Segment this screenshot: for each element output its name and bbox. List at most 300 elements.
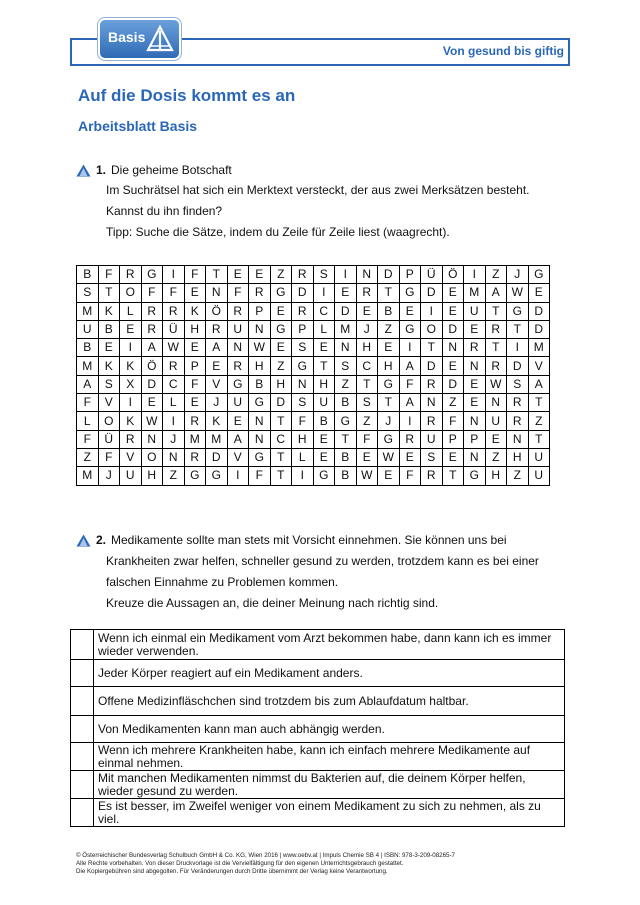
grid-row	[77, 430, 550, 448]
grid-cell: P	[292, 320, 314, 338]
grid-cell: G	[227, 375, 249, 393]
grid-cell: F	[184, 375, 206, 393]
grid-cell: G	[249, 448, 271, 466]
grid-cell: I	[163, 412, 185, 430]
task2-title: Medikamente sollte man stets mit Vorsicht einnehmen. Sie können uns bei	[111, 533, 507, 547]
grid-cell: E	[356, 448, 378, 466]
grid-cell: G	[270, 284, 292, 302]
grid-row	[77, 467, 550, 485]
grid-cell: N	[335, 339, 357, 357]
grid-cell: Ö	[141, 357, 163, 375]
footer-line: © Österreichischer Bundesverlag Schulbuch GmbH & Co. KG, Wien 2016 | www.oebv.at | Impuls Chemie SB 4 | ISBN: 978-3-209-08265-7	[76, 852, 455, 859]
grid-cell: E	[464, 320, 486, 338]
statement-checkbox[interactable]	[71, 743, 94, 771]
grid-cell: R	[120, 266, 142, 284]
grid-cell: G	[141, 266, 163, 284]
grid-cell: R	[120, 430, 142, 448]
grid-cell: K	[120, 357, 142, 375]
grid-cell: S	[292, 394, 314, 412]
grid-cell: H	[184, 320, 206, 338]
grid-cell: Z	[485, 448, 507, 466]
grid-cell: G	[528, 266, 550, 284]
grid-row	[77, 266, 550, 284]
grid-cell: I	[163, 266, 185, 284]
grid-cell: K	[98, 302, 120, 320]
grid-cell: G	[464, 467, 486, 485]
grid-cell: P	[442, 430, 464, 448]
grid-cell: D	[421, 284, 443, 302]
grid-cell: Z	[335, 375, 357, 393]
grid-row	[77, 339, 550, 357]
grid-cell: A	[485, 284, 507, 302]
grid-cell: B	[77, 339, 99, 357]
grid-cell: I	[399, 412, 421, 430]
grid-cell: O	[141, 448, 163, 466]
grid-cell: Ü	[421, 266, 443, 284]
grid-cell: E	[335, 284, 357, 302]
grid-cell: W	[485, 375, 507, 393]
grid-cell: E	[313, 430, 335, 448]
grid-cell: A	[399, 357, 421, 375]
grid-cell: H	[292, 430, 314, 448]
grid-cell: M	[184, 430, 206, 448]
grid-cell: E	[313, 448, 335, 466]
grid-cell: N	[464, 412, 486, 430]
grid-cell: R	[141, 302, 163, 320]
grid-cell: R	[421, 467, 443, 485]
grid-cell: E	[442, 357, 464, 375]
grid-cell: G	[270, 320, 292, 338]
grid-cell: E	[98, 339, 120, 357]
grid-cell: I	[399, 339, 421, 357]
grid-cell: G	[335, 412, 357, 430]
grid-cell: F	[399, 375, 421, 393]
grid-cell: V	[528, 357, 550, 375]
grid-cell: N	[206, 284, 228, 302]
statement-text: Offene Medizinfläschchen sind trotzdem bis zum Ablaufdatum haltbar.	[94, 687, 565, 716]
task2-line: Krankheiten zwar helfen, schneller gesund zu werden, trotzdem kann es bei einer	[106, 554, 539, 568]
grid-cell: T	[98, 284, 120, 302]
grid-cell: J	[356, 320, 378, 338]
grid-cell: T	[421, 339, 443, 357]
grid-cell: E	[378, 467, 400, 485]
grid-cell: T	[442, 467, 464, 485]
grid-cell: X	[120, 375, 142, 393]
statement-text: Es ist besser, im Zweifel weniger von einem Medikament zu sich zu nehmen, als zu viel.	[94, 799, 565, 827]
grid-cell: S	[313, 266, 335, 284]
grid-cell: N	[227, 339, 249, 357]
statement-checkbox[interactable]	[71, 630, 94, 660]
grid-cell: J	[206, 394, 228, 412]
grid-cell: Z	[270, 266, 292, 284]
grid-cell: H	[313, 375, 335, 393]
task1-line: Tipp: Suche die Sätze, indem du Zeile für Zeile liest (waagrecht).	[106, 225, 450, 239]
grid-cell: R	[227, 357, 249, 375]
grid-cell: F	[399, 467, 421, 485]
grid-cell: N	[163, 448, 185, 466]
statement-checkbox[interactable]	[71, 660, 94, 687]
grid-cell: G	[378, 375, 400, 393]
grid-cell: Z	[378, 320, 400, 338]
grid-cell: D	[335, 302, 357, 320]
grid-cell: Z	[163, 467, 185, 485]
grid-cell: T	[507, 320, 529, 338]
grid-cell: E	[227, 266, 249, 284]
grid-cell: C	[313, 302, 335, 320]
grid-cell: P	[464, 430, 486, 448]
statement-row	[71, 743, 565, 771]
logo-text: Basis	[108, 29, 146, 45]
statement-checkbox[interactable]	[71, 687, 94, 716]
grid-cell: F	[184, 266, 206, 284]
grid-cell: W	[141, 412, 163, 430]
grid-cell: R	[292, 302, 314, 320]
grid-cell: R	[485, 357, 507, 375]
footer	[76, 852, 455, 876]
grid-cell: E	[399, 448, 421, 466]
grid-cell: U	[528, 448, 550, 466]
grid-cell: S	[77, 284, 99, 302]
grid-cell: S	[292, 339, 314, 357]
grid-cell: S	[335, 357, 357, 375]
grid-cell: M	[528, 339, 550, 357]
statement-row	[71, 630, 565, 660]
task1-line: Kannst du ihn finden?	[106, 204, 223, 218]
grid-cell: I	[335, 266, 357, 284]
grid-cell: W	[249, 339, 271, 357]
grid-cell: D	[270, 394, 292, 412]
grid-cell: R	[292, 266, 314, 284]
grid-cell: D	[528, 320, 550, 338]
grid-row	[77, 357, 550, 375]
task1-line: Im Suchrätsel hat sich ein Merktext versteckt, der aus zwei Merksätzen besteht.	[106, 183, 530, 197]
grid-cell: H	[378, 357, 400, 375]
statement-text: Von Medikamenten kann man auch abhängig werden.	[94, 716, 565, 743]
grid-cell: G	[313, 467, 335, 485]
grid-cell: E	[442, 448, 464, 466]
grid-cell: R	[485, 320, 507, 338]
grid-cell: B	[335, 394, 357, 412]
grid-cell: G	[184, 467, 206, 485]
grid-cell: E	[313, 339, 335, 357]
grid-cell: P	[184, 357, 206, 375]
grid-cell: A	[77, 375, 99, 393]
grid-cell: E	[442, 284, 464, 302]
grid-cell: Z	[356, 412, 378, 430]
grid-cell: H	[507, 448, 529, 466]
grid-cell: F	[227, 284, 249, 302]
grid-cell: F	[356, 430, 378, 448]
grid-cell: G	[249, 394, 271, 412]
grid-cell: A	[528, 375, 550, 393]
grid-cell: N	[485, 394, 507, 412]
grid-cell: V	[206, 375, 228, 393]
task1-title: Die geheime Botschaft	[111, 163, 232, 177]
statement-checkbox[interactable]	[71, 799, 94, 827]
grid-cell: H	[249, 357, 271, 375]
grid-cell: U	[77, 320, 99, 338]
grid-cell: R	[507, 412, 529, 430]
grid-row	[77, 284, 550, 302]
grid-cell: R	[464, 339, 486, 357]
task1-text	[106, 180, 530, 243]
grid-cell: P	[399, 266, 421, 284]
grid-cell: O	[421, 320, 443, 338]
grid-cell: A	[227, 430, 249, 448]
grid-cell: T	[378, 394, 400, 412]
difficulty-triangle-icon	[76, 534, 91, 547]
page-title: Auf die Dosis kommt es an	[78, 86, 296, 105]
grid-cell: G	[292, 357, 314, 375]
grid-cell: N	[442, 339, 464, 357]
grid-cell: U	[227, 394, 249, 412]
grid-cell: T	[270, 467, 292, 485]
grid-cell: R	[163, 357, 185, 375]
grid-cell: P	[249, 302, 271, 320]
grid-cell: B	[378, 302, 400, 320]
grid-cell: S	[98, 375, 120, 393]
grid-cell: Ü	[98, 430, 120, 448]
grid-cell: F	[292, 412, 314, 430]
grid-cell: Z	[77, 448, 99, 466]
grid-cell: W	[163, 339, 185, 357]
grid-cell: T	[356, 375, 378, 393]
grid-cell: R	[163, 302, 185, 320]
grid-cell: Z	[485, 266, 507, 284]
grid-cell: E	[270, 339, 292, 357]
grid-cell: W	[356, 467, 378, 485]
grid-cell: I	[292, 467, 314, 485]
grid-cell: M	[464, 284, 486, 302]
grid-cell: E	[442, 302, 464, 320]
grid-cell: U	[528, 467, 550, 485]
grid-cell: D	[528, 302, 550, 320]
grid-cell: E	[464, 375, 486, 393]
statement-row	[71, 687, 565, 716]
grid-cell: S	[356, 394, 378, 412]
grid-cell: H	[356, 339, 378, 357]
grid-cell: B	[335, 467, 357, 485]
grid-cell: T	[528, 430, 550, 448]
grid-cell: C	[163, 375, 185, 393]
grid-cell: J	[98, 467, 120, 485]
grid-cell: E	[270, 302, 292, 320]
grid-cell: Z	[442, 394, 464, 412]
statement-text: Jeder Körper reagiert auf ein Medikament anders.	[94, 660, 565, 687]
grid-cell: N	[507, 430, 529, 448]
grid-cell: F	[141, 284, 163, 302]
grid-cell: U	[120, 467, 142, 485]
grid-cell: C	[270, 430, 292, 448]
grid-cell: E	[399, 302, 421, 320]
grid-cell: F	[249, 467, 271, 485]
grid-cell: F	[98, 448, 120, 466]
statement-text: Wenn ich einmal ein Medikament vom Arzt bekommen habe, dann kann ich es immer wieder verwenden.	[94, 630, 565, 660]
grid-cell: V	[120, 448, 142, 466]
grid-cell: N	[292, 375, 314, 393]
grid-cell: F	[77, 430, 99, 448]
grid-cell: R	[184, 412, 206, 430]
footer-line: Alle Rechte vorbehalten. Von dieser Druckvorlage ist die Vervielfältigung für den eigenen Unterrichtsgebrauch gestattet.	[76, 860, 404, 867]
grid-cell: F	[442, 412, 464, 430]
grid-cell: R	[356, 284, 378, 302]
grid-cell: Ö	[442, 266, 464, 284]
grid-cell: E	[356, 302, 378, 320]
grid-cell: R	[141, 320, 163, 338]
statement-text: Wenn ich mehrere Krankheiten habe, kann ich einfach mehrere Medikamente auf einmal nehmen.	[94, 743, 565, 771]
grid-row	[77, 448, 550, 466]
grid-row	[77, 320, 550, 338]
grid-cell: J	[163, 430, 185, 448]
grid-cell: R	[184, 448, 206, 466]
grid-cell: I	[507, 339, 529, 357]
header-title: Von gesund bis giftig	[442, 44, 564, 58]
basis-logo	[100, 20, 179, 58]
task2-text	[106, 551, 539, 614]
statement-row	[71, 716, 565, 743]
grid-cell: K	[120, 412, 142, 430]
grid-cell: D	[206, 448, 228, 466]
grid-cell: O	[98, 412, 120, 430]
grid-cell: E	[249, 266, 271, 284]
grid-cell: N	[421, 394, 443, 412]
grid-cell: W	[378, 448, 400, 466]
grid-cell: L	[163, 394, 185, 412]
grid-cell: L	[313, 320, 335, 338]
grid-cell: N	[356, 266, 378, 284]
grid-cell: U	[421, 430, 443, 448]
grid-cell: M	[77, 467, 99, 485]
grid-cell: T	[313, 357, 335, 375]
grid-cell: N	[249, 430, 271, 448]
grid-cell: B	[335, 448, 357, 466]
difficulty-triangle-icon	[76, 164, 91, 177]
grid-cell: I	[227, 467, 249, 485]
statements-table	[70, 629, 565, 827]
grid-cell: E	[464, 394, 486, 412]
grid-cell: Z	[270, 357, 292, 375]
grid-cell: Ü	[163, 320, 185, 338]
grid-cell: R	[421, 412, 443, 430]
grid-cell: Z	[507, 467, 529, 485]
task2-line: falschen Einnahme zu Problemen kommen.	[106, 575, 339, 589]
grid-cell: T	[485, 339, 507, 357]
grid-cell: R	[421, 375, 443, 393]
grid-cell: D	[507, 357, 529, 375]
grid-cell: N	[249, 412, 271, 430]
grid-cell: N	[249, 320, 271, 338]
grid-cell: I	[120, 339, 142, 357]
grid-cell: T	[206, 266, 228, 284]
task2-heading	[76, 533, 507, 547]
statement-row	[71, 771, 565, 799]
grid-cell: T	[335, 430, 357, 448]
grid-cell: R	[399, 430, 421, 448]
grid-cell: M	[77, 302, 99, 320]
grid-cell: J	[378, 412, 400, 430]
grid-cell: L	[292, 448, 314, 466]
grid-cell: E	[184, 284, 206, 302]
grid-cell: U	[227, 320, 249, 338]
grid-cell: D	[442, 375, 464, 393]
grid-cell: K	[184, 302, 206, 320]
grid-cell: G	[507, 302, 529, 320]
grid-cell: U	[464, 302, 486, 320]
grid-cell: F	[77, 394, 99, 412]
grid-cell: E	[184, 394, 206, 412]
statement-checkbox[interactable]	[71, 716, 94, 743]
grid-cell: E	[528, 284, 550, 302]
grid-cell: R	[206, 320, 228, 338]
task1-heading	[76, 163, 232, 177]
grid-cell: T	[270, 412, 292, 430]
grid-cell: J	[507, 266, 529, 284]
grid-cell: M	[77, 357, 99, 375]
grid-cell: L	[120, 302, 142, 320]
grid-cell: N	[464, 357, 486, 375]
grid-cell: D	[292, 284, 314, 302]
grid-cell: I	[464, 266, 486, 284]
grid-cell: V	[98, 394, 120, 412]
grid-cell: D	[421, 357, 443, 375]
grid-cell: R	[507, 394, 529, 412]
statement-text: Mit manchen Medikamenten nimmst du Bakterien auf, die deinem Körper helfen, wieder gesund zu werden.	[94, 771, 565, 799]
grid-cell: M	[335, 320, 357, 338]
statement-checkbox[interactable]	[71, 771, 94, 799]
grid-cell: T	[270, 448, 292, 466]
grid-cell: E	[485, 430, 507, 448]
statement-row	[71, 799, 565, 827]
grid-cell: S	[421, 448, 443, 466]
task1-number: 1.	[96, 163, 107, 177]
grid-cell: G	[206, 467, 228, 485]
grid-cell: F	[163, 284, 185, 302]
grid-cell: I	[313, 284, 335, 302]
grid-cell: F	[98, 266, 120, 284]
word-search-grid	[76, 265, 550, 486]
grid-cell: A	[206, 339, 228, 357]
grid-cell: R	[227, 302, 249, 320]
task2-line: Kreuze die Aussagen an, die deiner Meinung nach richtig sind.	[106, 596, 439, 610]
grid-cell: O	[120, 284, 142, 302]
grid-cell: T	[378, 284, 400, 302]
grid-cell: I	[421, 302, 443, 320]
grid-cell: K	[206, 412, 228, 430]
grid-cell: S	[507, 375, 529, 393]
grid-cell: U	[485, 412, 507, 430]
grid-cell: L	[77, 412, 99, 430]
grid-cell: K	[98, 357, 120, 375]
grid-cell: E	[120, 320, 142, 338]
grid-cell: N	[464, 448, 486, 466]
grid-cell: A	[399, 394, 421, 412]
footer-line: Die Kopiergebühren sind abgegolten. Für Veränderungen durch Dritte übernimmt der Verlag keine Verantwortung.	[76, 868, 388, 875]
grid-cell: E	[378, 339, 400, 357]
grid-cell: B	[98, 320, 120, 338]
grid-row	[77, 394, 550, 412]
grid-cell: R	[249, 284, 271, 302]
grid-cell: A	[141, 339, 163, 357]
grid-cell: W	[507, 284, 529, 302]
grid-cell: G	[378, 430, 400, 448]
grid-cell: G	[399, 284, 421, 302]
grid-cell: M	[206, 430, 228, 448]
grid-cell: U	[313, 394, 335, 412]
grid-cell: B	[249, 375, 271, 393]
grid-cell: B	[77, 266, 99, 284]
task2-number: 2.	[96, 533, 107, 547]
grid-cell: N	[141, 430, 163, 448]
